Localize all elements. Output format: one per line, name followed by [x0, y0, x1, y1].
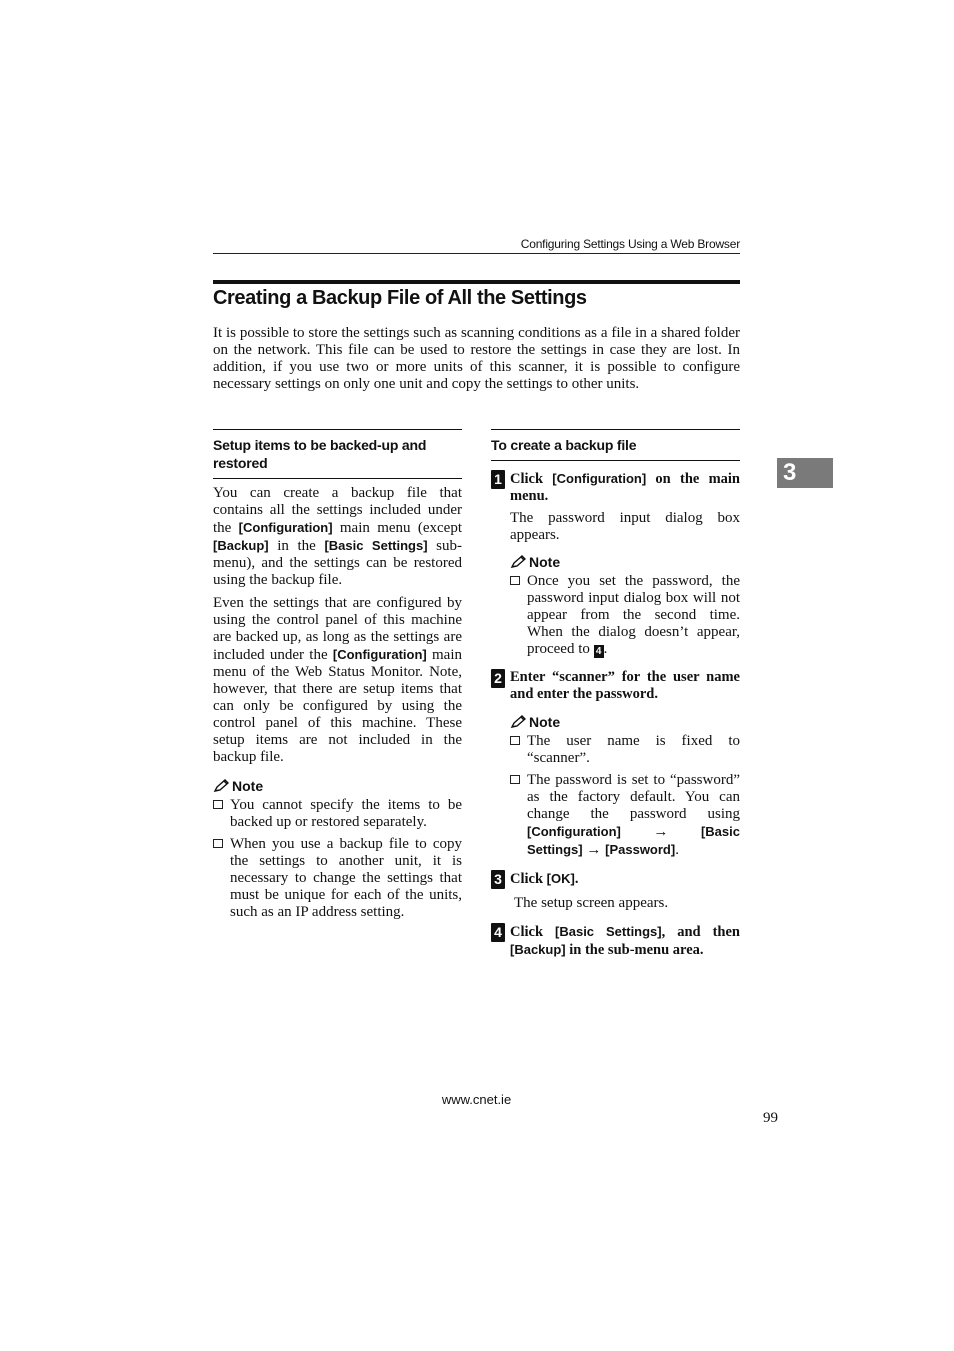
running-head: Configuring Settings Using a Web Browser	[520, 237, 740, 251]
checkbox-bullet-icon	[510, 576, 520, 585]
section-heading-create-backup: To create a backup file	[491, 437, 637, 453]
checkbox-bullet-icon	[213, 839, 223, 848]
ui-label-ok: [OK]	[546, 871, 575, 886]
step-number-2: 2	[491, 669, 505, 688]
note-heading: Note	[491, 554, 740, 570]
section-rule-top	[491, 429, 740, 430]
title-rule	[213, 280, 740, 284]
step-number-1: 1	[491, 470, 505, 489]
ui-label-basic-settings: [Basic Settings]	[527, 824, 740, 857]
step-1: 1 Click [Configuration] on the main menu.	[491, 470, 740, 505]
step-number-4: 4	[491, 923, 505, 942]
section-rule-bottom	[213, 478, 462, 479]
header-rule	[213, 253, 740, 254]
section-heading-setup-items: Setup items to be backed-up and restored	[213, 437, 427, 471]
page-title: Creating a Backup File of All the Settings	[213, 287, 587, 309]
step-3: 3 Click [OK].	[491, 870, 740, 889]
pencil-icon	[510, 555, 526, 569]
left-column	[213, 429, 462, 921]
step-number-3: 3	[491, 870, 505, 889]
section-rule-bottom	[491, 460, 740, 461]
page-number: 99	[763, 1110, 778, 1126]
intro-paragraph: It is possible to store the settings such as scanning conditions as a file in a shared folder on the network. This file can be used to restore the settings in case they are lost. In addition, if you use two or more units of this scanner, it is possible to configure necessary settings on only one unit and copy the settings to other units.	[213, 325, 740, 392]
checkbox-bullet-icon	[510, 736, 520, 745]
section-rule-top	[213, 429, 462, 430]
checkbox-bullet-icon	[510, 775, 520, 784]
pencil-icon	[510, 715, 526, 729]
chapter-tab: 3	[777, 458, 833, 488]
note-item: The password is set to “password” as the factory default. You can change the password using [Configuration] → [Basic Settings] → [Password].	[491, 772, 740, 859]
ui-label-password: [Password]	[605, 842, 676, 857]
ui-label-backup: [Backup]	[510, 942, 566, 957]
ui-label-configuration: [Configuration]	[332, 647, 427, 662]
ui-label-configuration: [Configuration]	[527, 824, 621, 839]
left-paragraph-2: Even the settings that are configured by using the control panel of this machine are backed up, as long as the settings are included under the [Configuration] main menu of the Web Status Monitor. Note, however, that there are setup items that can only be configured by using the control panel of this machine. These setup items are not included in the backup file.	[213, 595, 462, 765]
footer-url: www.cnet.ie	[441, 1092, 512, 1107]
step-2: 2 Enter “scanner” for the user name and enter the password.	[491, 669, 740, 703]
ui-label-configuration: [Configuration]	[552, 471, 647, 486]
note-heading: Note	[213, 778, 462, 794]
step-4: 4 Click [Basic Settings], and then [Backup] in the sub-menu area.	[491, 923, 740, 959]
step-reference-4: 4	[594, 645, 604, 658]
step-3-result: The setup screen appears.	[514, 895, 669, 911]
note-item: Once you set the password, the password input dialog box will not appear from the second time. When the dialog doesn’t appear, proceed to 4 .	[491, 573, 740, 658]
step-1-result: The password input dialog box appears.	[510, 510, 740, 543]
note-heading: Note	[491, 714, 740, 730]
note-item: The user name is fixed to “scanner”.	[491, 733, 740, 767]
ui-label-configuration: [Configuration]	[238, 520, 333, 535]
left-paragraph-1: You can create a backup file that contains all the settings included under the [Configuration] main menu (except [Backup] in the [Basic Settings] sub-menu), and the settings can be restored using the backup file.	[213, 485, 462, 588]
ui-label-backup: [Backup]	[213, 538, 269, 553]
right-column	[491, 429, 740, 959]
ui-label-basic-settings: [Basic Settings]	[555, 924, 662, 939]
pencil-icon	[213, 779, 229, 793]
checkbox-bullet-icon	[213, 800, 223, 809]
note-item: You cannot specify the items to be backed up or restored separately.	[213, 797, 462, 831]
ui-label-basic-settings: [Basic Settings]	[324, 538, 428, 553]
note-item: When you use a backup file to copy the settings to another unit, it is necessary to change the settings that must be unique for each of the units, such as an IP address setting.	[213, 836, 462, 921]
